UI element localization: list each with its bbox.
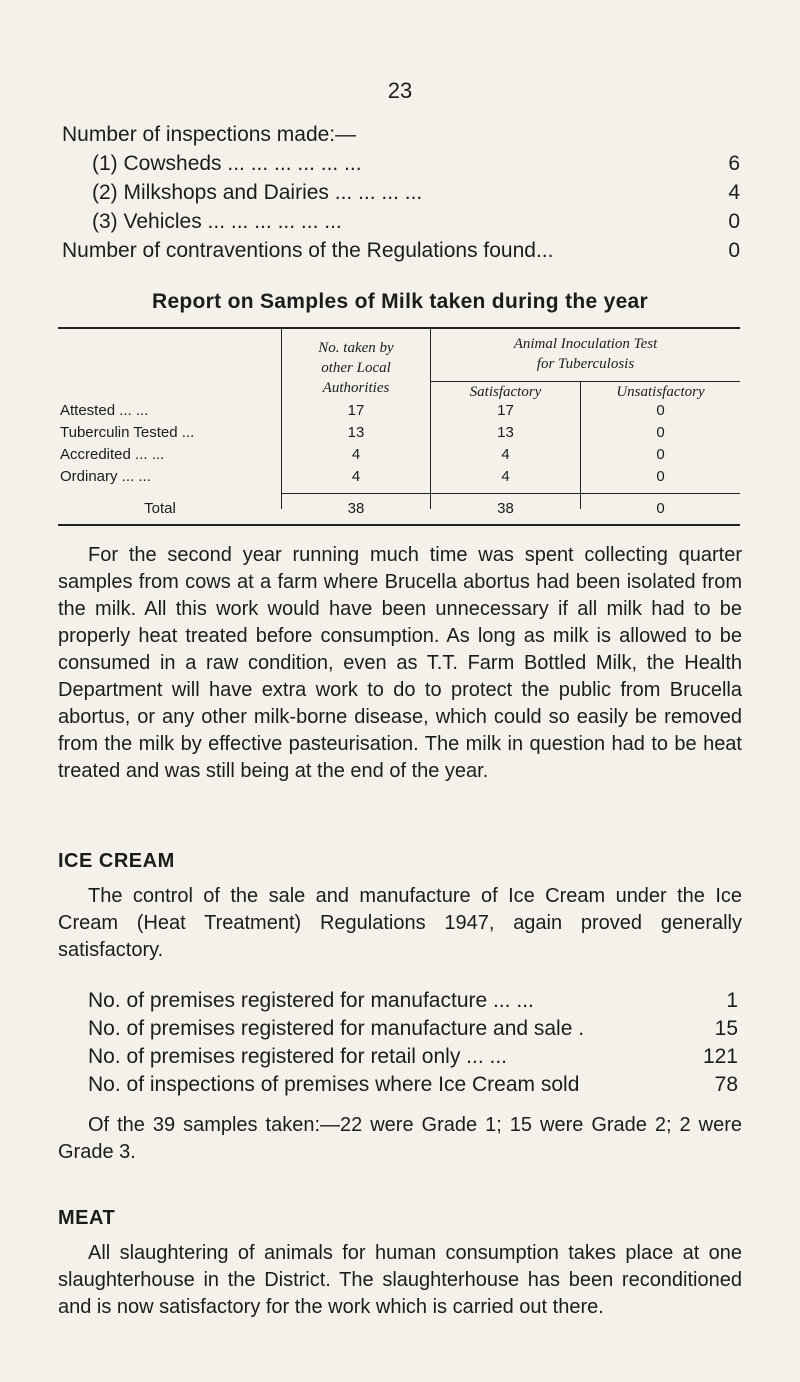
total-label: Total [144,500,176,517]
row-taken: 4 [351,446,361,463]
col-taken-header: No. taken by [318,340,394,356]
row-label: Tuberculin Tested ... [60,424,195,441]
contraventions-value: 0 [728,239,740,262]
ice-cream-samples-paragraph: Of the 39 samples taken:—22 were Grade 1; 15 were Grade 2; 2 were Grade 3. [58,1114,742,1163]
inspection-value: 0 [728,210,740,233]
report-title: Report on Samples of Milk taken during the year [151,290,649,313]
meat-paragraph: All slaughtering of animals for human consumption takes place at one slaughterhouse in the District. The slaughterhouse has been reconditioned and is now satisfactory for the work which is carried out there. [58,1242,742,1318]
ice-cream-paragraph: The control of the sale and manufacture of Ice Cream under the Ice Cream (Heat Treatment) Regulations 1947, again proved generally satisfactory. [58,885,742,961]
brucella-paragraph: For the second year running much time was spent collecting quarter samples from cows at a farm where Brucella abortus had been isolated from the milk. All this work would have been unnecessary if all milk had to be properly heat treated before consumption. As long as milk is allowed to be consumed in a raw condition, even as T.T. Farm Bottled Milk, the Health Department will have extra work to do to protect the public from Brucella abortus, or any other milk-borne disease, which could so easily be removed from the milk by effective pasteurisation. The milk in question had to be heat treated and was still being at the end of the year. [58,544,742,782]
ice-cream-row [88,1073,738,1097]
row-sat: 17 [497,402,514,419]
table-bottom-rule [58,524,740,526]
table-top-rule [58,327,740,329]
ice-cream-value: 78 [714,1073,738,1096]
col-unsat-header: Unsatisfactory [616,384,705,400]
table-total-rule [281,493,740,494]
contraventions-row [62,239,740,263]
row-taken: 13 [347,424,365,441]
row-sat: 4 [501,468,510,485]
ice-cream-row [88,1017,738,1041]
col-test-header: Animal Inoculation Test [513,336,658,352]
ice-cream-value: 1 [726,989,738,1012]
ice-cream-heading: ICE CREAM [58,850,175,872]
ice-cream-value: 15 [714,1017,738,1040]
row-label: Attested ... ... [60,402,149,419]
row-unsat: 0 [656,424,665,441]
row-unsat: 0 [656,446,665,463]
inspection-label: (2) Milkshops and Dairies ... ... ... ... [92,181,423,204]
row-label: Accredited ... ... [60,446,165,463]
inspection-row [92,152,740,176]
row-unsat: 0 [656,468,665,485]
row-unsat: 0 [656,402,665,419]
col-taken-header: other Local [321,360,391,376]
inspection-row [92,181,740,205]
ice-cream-row [88,989,738,1013]
contraventions-label: Number of contraventions of the Regulations found... [62,239,554,262]
inspection-value: 4 [728,181,740,204]
total-taken: 38 [347,500,365,517]
ice-cream-label: No. of inspections of premises where Ice Cream sold [88,1073,580,1096]
ice-cream-label: No. of premises registered for manufacture ... ... [88,989,534,1012]
inspection-value: 6 [728,152,740,175]
table-sub-rule [430,381,740,382]
inspections-intro: Number of inspections made:— [62,123,357,146]
ice-cream-label: No. of premises registered for manufacture and sale . [88,1017,585,1040]
col-test-header: for Tuberculosis [536,356,635,372]
col-taken-header: Authorities [322,380,390,396]
total-sat: 38 [497,500,514,517]
row-sat: 4 [501,446,510,463]
col-sat-header: Satisfactory [469,384,542,400]
row-taken: 17 [347,402,365,419]
row-taken: 4 [351,468,361,485]
meat-heading: MEAT [58,1207,116,1229]
ice-cream-row [88,1045,738,1069]
row-label: Ordinary ... ... [60,468,151,485]
inspection-label: (3) Vehicles ... ... ... ... ... ... [92,210,342,233]
row-sat: 13 [497,424,514,441]
inspection-row [92,210,740,234]
ice-cream-label: No. of premises registered for retail only ... ... [88,1045,507,1068]
ice-cream-value: 121 [702,1045,738,1068]
inspection-label: (1) Cowsheds ... ... ... ... ... ... [92,152,362,175]
page-number: 23 [387,78,413,103]
total-unsat: 0 [656,500,665,517]
